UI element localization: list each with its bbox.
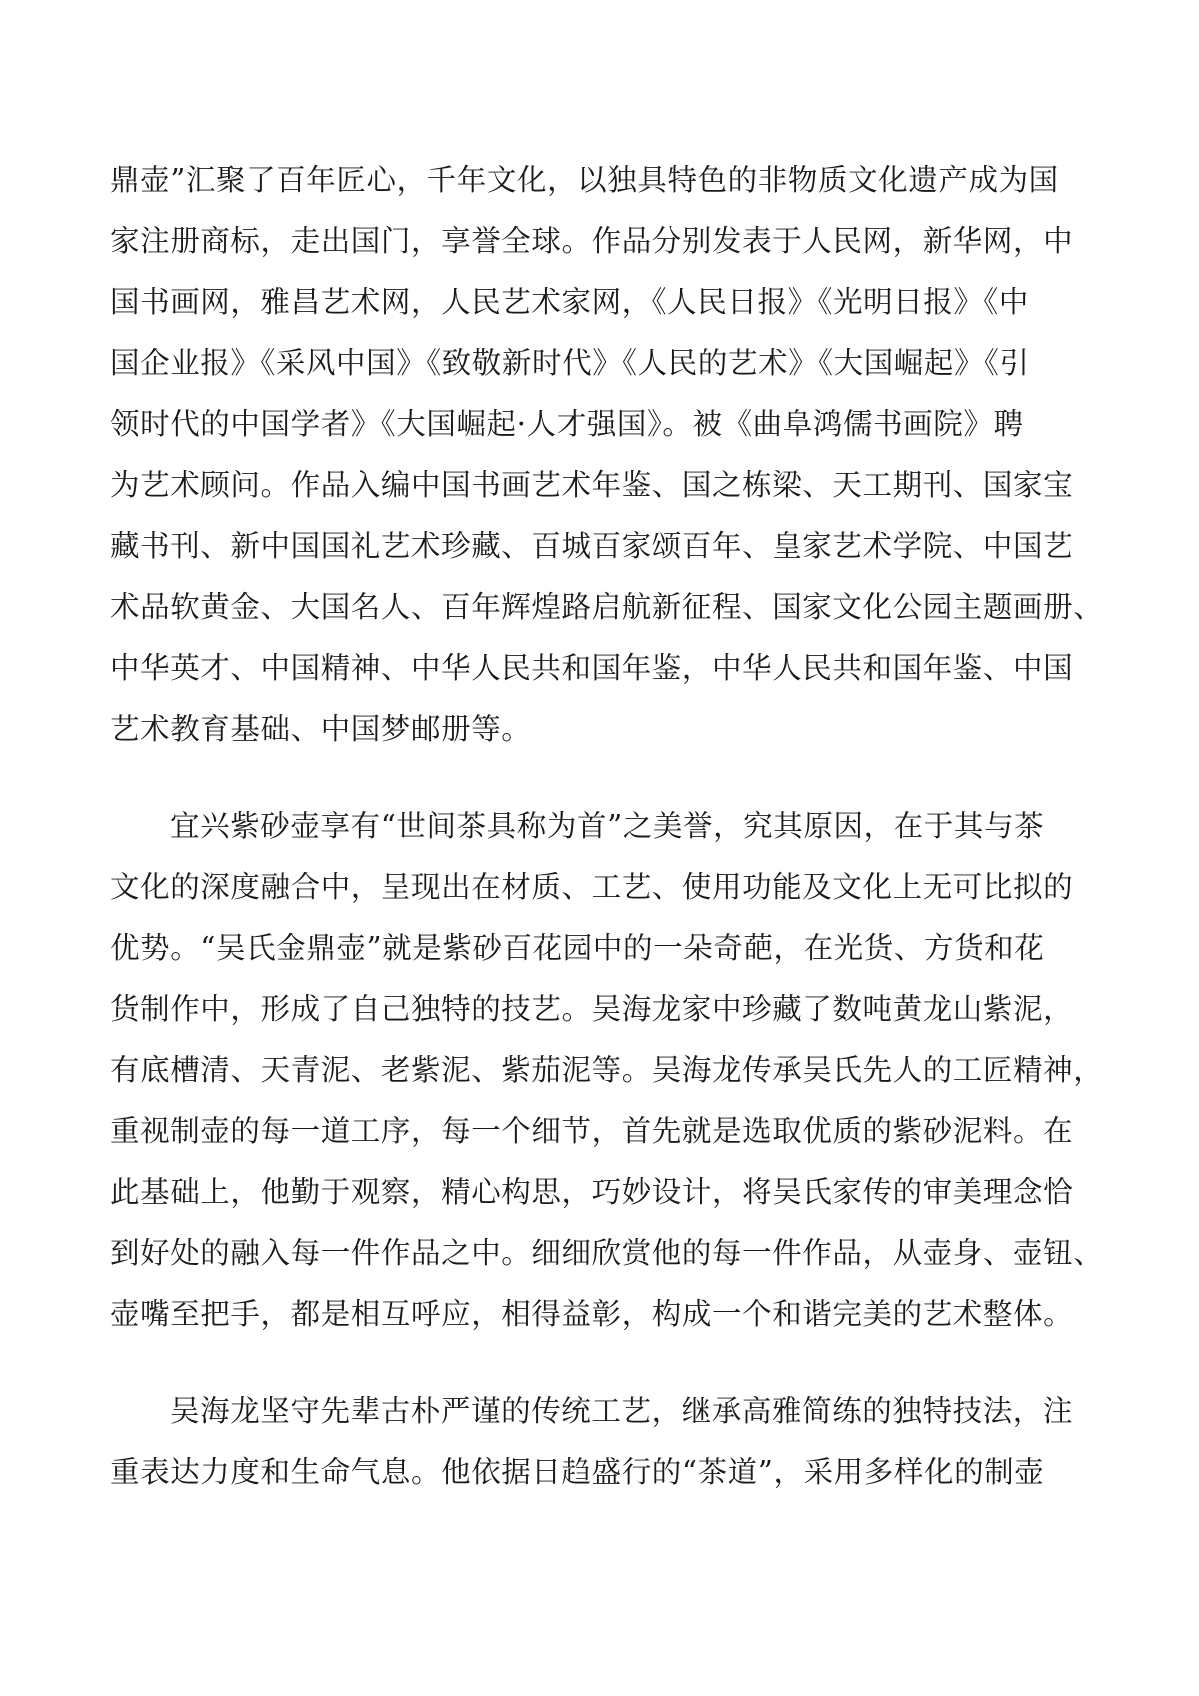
- paragraph-3: [110, 1381, 1090, 1503]
- text-line: 重视制壶的每一道工序，每一个细节，首先就是选取优质的紫砂泥料。在: [110, 1114, 1074, 1148]
- text-line: 艺术教育基础、中国梦邮册等。: [110, 712, 532, 746]
- text-line: 到好处的融入每一件作品之中。细细欣赏他的每一件作品，从壶身、壶钮、: [110, 1236, 1104, 1270]
- text-line: 中华英才、中国精神、中华人民共和国年鉴，中华人民共和国年鉴、中国: [110, 651, 1074, 685]
- text-line: 领时代的中国学者》《大国崛起·人才强国》。被《曲阜鸿儒书画院》聘: [110, 407, 1024, 441]
- text-line: 吴海龙坚守先辈古朴严谨的传统工艺，继承高雅简练的独特技法，注: [170, 1394, 1074, 1428]
- paragraph-2: [110, 796, 1104, 1345]
- text-line: 此基础上，他勤于观察，精心构思，巧妙设计，将吴氏家传的审美理念恰: [110, 1175, 1074, 1209]
- paragraph-1: [110, 150, 1104, 760]
- paragraph-spacer: [110, 760, 1090, 796]
- text-line: 为艺术顾问。作品入编中国书画艺术年鉴、国之栋梁、天工期刊、国家宝: [110, 468, 1074, 502]
- text-line: 宜兴紫砂壶享有“世间茶具称为首”之美誉，究其原因，在于其与茶: [170, 809, 1045, 843]
- text-line: 货制作中，形成了自己独特的技艺。吴海龙家中珍藏了数吨黄龙山紫泥，: [110, 992, 1074, 1026]
- text-line: 藏书刊、新中国国礼艺术珍藏、百城百家颂百年、皇家艺术学院、中国艺: [110, 529, 1074, 563]
- text-line: 有底槽清、天青泥、老紫泥、紫茄泥等。吴海龙传承吴氏先人的工匠精神，: [110, 1053, 1104, 1087]
- document-body: [110, 150, 1104, 1503]
- paragraph-spacer: [110, 1345, 1090, 1381]
- text-line: 国企业报》《采风中国》《致敬新时代》《人民的艺术》《大国崛起》《引: [110, 346, 1030, 380]
- text-line: 重表达力度和生命气息。他依据日趋盛行的“茶道”，采用多样化的制壶: [110, 1455, 1045, 1489]
- text-line: 鼎壶”汇聚了百年匠心，千年文化，以独具特色的非物质文化遗产成为国: [110, 163, 1059, 197]
- text-line: 家注册商标，走出国门，享誉全球。作品分别发表于人民网，新华网，中: [110, 224, 1074, 258]
- text-line: 国书画网，雅昌艺术网，人民艺术家网，《人民日报》《光明日报》《中: [110, 285, 1029, 319]
- text-line: 文化的深度融合中，呈现出在材质、工艺、使用功能及文化上无可比拟的: [110, 870, 1074, 904]
- text-line: 术品软黄金、大国名人、百年辉煌路启航新征程、国家文化公园主题画册、: [110, 590, 1104, 624]
- text-line: 壶嘴至把手，都是相互呼应，相得益彰，构成一个和谐完美的艺术整体。: [110, 1297, 1074, 1331]
- text-line: 优势。“吴氏金鼎壶”就是紫砂百花园中的一朵奇葩，在光货、方货和花: [110, 931, 1045, 965]
